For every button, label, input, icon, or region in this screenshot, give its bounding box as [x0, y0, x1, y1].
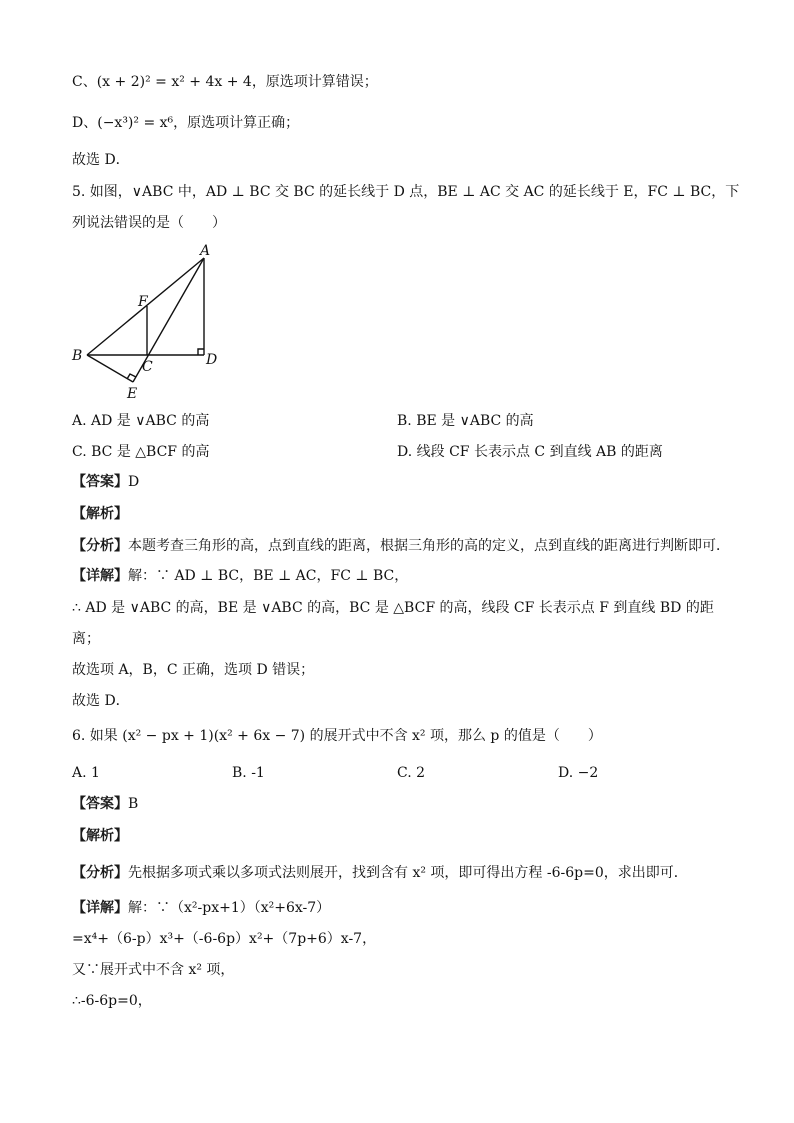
q5-detail-line4: 故选项 A，B，C 正确，选项 D 错误；	[72, 662, 315, 678]
q4-option-d	[72, 113, 299, 133]
q5-fenxi-text: 本题考查三角形的高，点到直线的距离，根据三角形的高的定义，点到直线的距离进行判断即可．	[128, 538, 730, 554]
q6-analysis-tag: 【解析】	[72, 828, 128, 844]
q5-analysis-heading	[72, 504, 128, 524]
q5-figure	[60, 236, 260, 406]
q5-option-d: D. 线段 CF 长表示点 C 到直线 AB 的距离	[397, 444, 663, 460]
q4-option-d-prefix: D、	[72, 115, 98, 131]
q5-answer	[72, 472, 139, 492]
q5-detail-text1: 解：∵ AD ⊥ BC，BE ⊥ AC，FC ⊥ BC，	[128, 568, 409, 584]
q5-detail-line2: ∴ AD 是 ∨ABC 的高，BE 是 ∨ABC 的高，BC 是 △BCF 的高，线段 CF 长表示点 F 到直线 BD 的距	[72, 600, 714, 616]
q5-stem-line1: 5. 如图，∨ABC 中，AD ⊥ BC 交 BC 的延长线于 D 点，BE ⊥ AC 交 AC 的延长线于 E，FC ⊥ BC，下	[72, 184, 740, 200]
q6-fenxi-text: 先根据多项式乘以多项式法则展开，找到含有 x² 项，即可得出方程 -6-6p=0，求出即可．	[128, 865, 688, 881]
q6-detail-line2: =x⁴+（6-p）x³+（-6-6p）x²+（7p+6）x-7，	[72, 931, 377, 947]
q5-option-a: A. AD 是 ∨ABC 的高	[72, 413, 210, 429]
q5-detail-line1	[72, 566, 408, 586]
q4-option-c	[72, 72, 378, 92]
q6-answer	[72, 794, 138, 814]
q4-option-c-expr: (x + 2)² = x² + 4x + 4	[96, 74, 252, 90]
q6-detail-text1: 解：∵（x²-px+1）（x²+6x-7）	[128, 900, 331, 916]
q4-option-d-expr: (−x³)² = x⁶	[97, 115, 174, 131]
q5-fenxi	[72, 536, 730, 556]
q6-fenxi	[72, 863, 688, 883]
label-f: F	[138, 294, 148, 310]
q6-stem: 6. 如果 (x² − px + 1)(x² + 6x − 7) 的展开式中不含 x² 项，那么 p 的值是（ ）	[72, 728, 602, 744]
label-d: D	[206, 352, 218, 368]
q6-option-d: D. −2	[558, 765, 599, 781]
q5-stem-line2: 列说法错误的是（ ）	[72, 215, 226, 231]
q6-detail-line1	[72, 898, 330, 918]
q5-detail-tag: 【详解】	[72, 568, 128, 584]
label-c: C	[142, 359, 153, 375]
q6-answer-tag: 【答案】	[72, 796, 128, 812]
label-a: A	[200, 243, 211, 259]
q5-fenxi-tag: 【分析】	[72, 538, 128, 554]
q4-option-c-prefix: C、	[72, 74, 97, 90]
q4-option-c-comment: ，原选项计算错误；	[251, 74, 378, 90]
q5-analysis-tag: 【解析】	[72, 506, 128, 522]
q5-option-b: B. BE 是 ∨ABC 的高	[397, 413, 534, 429]
q6-answer-value: B	[128, 796, 139, 812]
q5-answer-value: D	[128, 474, 140, 490]
q5-option-c: C. BC 是 △BCF 的高	[72, 444, 210, 460]
q6-analysis-heading	[72, 826, 128, 846]
right-angle-d	[198, 349, 204, 355]
q6-detail-tag: 【详解】	[72, 900, 128, 916]
q6-option-a: A. 1	[72, 765, 100, 781]
q6-option-b: B. -1	[232, 765, 265, 781]
q5-detail-line5: 故选 D．	[72, 693, 130, 709]
label-b: B	[72, 348, 83, 364]
q6-fenxi-tag: 【分析】	[72, 865, 128, 881]
q4-option-d-comment: ，原选项计算正确；	[173, 115, 300, 131]
q5-detail-line3: 离；	[72, 631, 100, 647]
q5-answer-tag: 【答案】	[72, 474, 128, 490]
q6-option-c: C. 2	[397, 765, 426, 781]
segment-be	[87, 355, 133, 382]
label-e: E	[127, 386, 138, 402]
q4-conclusion: 故选 D．	[72, 152, 130, 168]
q6-detail-line4: ∴-6-6p=0，	[72, 993, 152, 1009]
q6-detail-line3: 又∵展开式中不含 x² 项，	[72, 962, 235, 978]
